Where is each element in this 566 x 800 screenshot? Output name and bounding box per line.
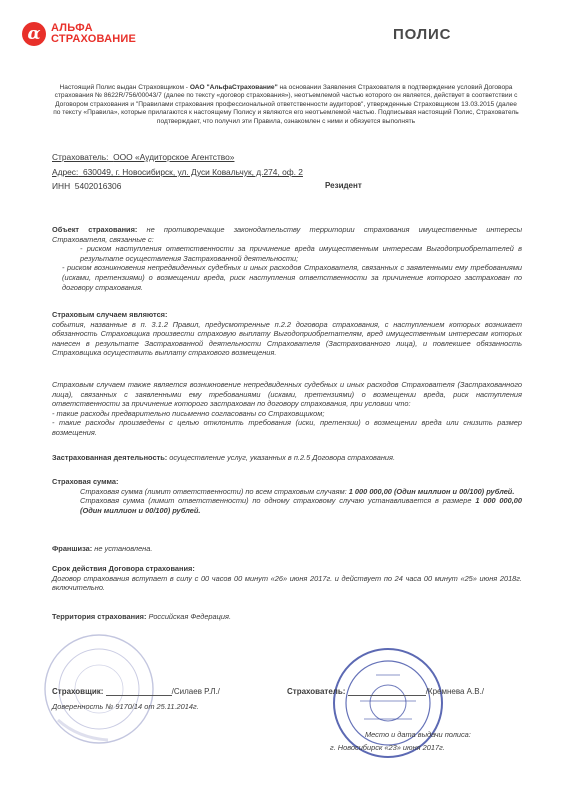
- insured-signature-label: Страхователь:: [287, 687, 346, 696]
- intro-part-2: на основании Заявления Страхователя в подтверждение условий Договора страхования № 8622R/756/00043/7 (далее по тексту «договор страхования»), неотъемлемой частью которого он является, действует в соответствии с Договором страхования и "Правилами страхования профессиональной ответственности аудиторов", утвержденные Страховщиком 13.03.2015 (далее по тексту «Правила», которые прилагаются к настоящему Полису и являются его неотъемлемой частью. Подписывая настоящий Полис, Страхователь подтверждает, что получил эти Правила, ознакомлен с ними и обязуется выполнять: [53, 84, 519, 125]
- insured-signature-line: [348, 686, 426, 696]
- case-text-1: события, названные в п. 3.1.2 Правил, предусмотренные п.2.2 договора страхования, с наступлением которых возникает обязанность Страховщика произвести страховую выплату Выгодоприобретателям, вред имущественным интересам которых нанесен в результате Застрахованной деятельности Страхователя (Застрахованного лица), и повлекшее обязанность Страховщика осуществить выплату страхового возмещения.: [52, 319, 522, 358]
- alpha-logo-icon: α: [22, 22, 46, 46]
- insured-label: Страхователь:: [52, 152, 109, 162]
- activity-label: Застрахованная деятельность:: [52, 453, 168, 462]
- case-condition-1: - такие расходы предварительно письменно согласованы со Страховщиком;: [52, 408, 325, 418]
- insurer-signatory: /Силаев Р.Л./: [171, 687, 220, 696]
- object-text: не противоречащие законодательству территории страхования имущественные интересы Страхователя, связанные с:: [52, 225, 523, 244]
- object-section: [52, 225, 522, 292]
- insured-case-section: [52, 310, 522, 358]
- term-text: Договор страхования вступает в силу с 00 часов 00 минут «26» июня 2017г. и действует по 24 часа 00 минут «25» июня 2018г. включительно.: [52, 573, 522, 593]
- insured-inn: 5402016306: [74, 181, 122, 191]
- insured-signatory: /Кремнева А.В./: [425, 687, 485, 696]
- activity-section: [52, 453, 522, 463]
- territory-label: Территория страхования:: [52, 612, 147, 621]
- insurer-signature-line: [106, 686, 172, 696]
- territory-section: [52, 612, 522, 622]
- insurer-signature-label: Страховщик:: [52, 687, 104, 696]
- sum-section: [52, 477, 522, 515]
- resident-status: Резидент: [325, 181, 362, 190]
- inn-label: ИНН: [52, 181, 71, 191]
- insurer-signature-block: [52, 686, 220, 696]
- franchise-section: [52, 544, 522, 554]
- insured-address: 630049, г. Новосибирск, ул. Дуси Ковальчук, д.274, оф. 2: [82, 167, 303, 177]
- object-item-1: - риском наступления ответственности за причинение вреда имущественным интересам Выгодоприобретателей в результате осуществления Застрахованной деятельности;: [80, 244, 522, 263]
- insured-name-row: [52, 152, 234, 162]
- sum-amount-1: 1 000 000,00 (Один миллион и 00/100) рублей.: [348, 486, 515, 496]
- term-label: Срок действия Договора страхования:: [52, 564, 195, 573]
- sum-label: Страховая сумма:: [52, 477, 119, 486]
- insured-address-row: [52, 167, 303, 177]
- sum-line-2: Страховая сумма (лимит ответственности) по одному страховому случаю устанавливается в размере: [80, 496, 476, 506]
- logo-line-2: СТРАХОВАНИЕ: [51, 33, 137, 45]
- issue-place-value: г. Новосибирск «23» июня 2017г.: [330, 743, 445, 752]
- sum-amount-2: 1 000 000,00 (Один миллион и 00/100) рублей.: [80, 496, 522, 515]
- object-label: Объект страхования:: [52, 225, 138, 234]
- territory-text: Российская Федерация.: [146, 612, 231, 621]
- insured-inn-row: [52, 181, 121, 191]
- intro-part-1: Настоящий Полис выдан Страховщиком -: [59, 84, 190, 91]
- power-of-attorney: Доверенность № 9170/14 от 25.11.2014г.: [52, 702, 199, 711]
- insured-signature-block: [287, 686, 484, 696]
- insurer-company-name: ОАО "АльфаСтрахование": [189, 84, 278, 91]
- address-label: Адрес:: [52, 167, 79, 177]
- activity-text: осуществление услуг, указанных в п.2.5 Договора страхования.: [167, 453, 396, 462]
- case-condition-2: - такие расходы произведены с целью отклонить требования (иски, претензии) о возмещении вреда или снизить размер возмещения.: [52, 418, 522, 437]
- case-text-2: Страховым случаем также является возникновение непредвиденных судебных и иных расходов Страхователя (Застрахованного лица), связанных с заявленными ему требованиями (исками, претензиями) о возмещении вреда, риск наступления ответственности за причинение которого застрахован по договору страхования, при условии что:: [52, 380, 522, 409]
- franchise-text: не установлена.: [92, 544, 153, 553]
- logo-line-1: АЛЬФА: [51, 22, 93, 34]
- page-title: ПОЛИС: [393, 26, 452, 43]
- insured-case-extra-section: [52, 380, 522, 438]
- object-item-2: - риском возникновения непредвиденных судебных и иных расходов Страхователя, связанных с заявленными ему требованиями (исками, претензиями) о возмещении вреда, риск наступления ответственности за причинение которого застрахован по договору страхования.: [62, 263, 522, 292]
- franchise-label: Франшиза:: [52, 544, 93, 553]
- case-label: Страховым случаем являются:: [52, 310, 168, 319]
- company-logo: [22, 22, 136, 46]
- logo-wordmark: [51, 23, 136, 45]
- issue-place-label: Место и дата выдачи полиса:: [365, 730, 471, 739]
- intro-paragraph: [52, 84, 520, 126]
- term-section: [52, 564, 522, 593]
- sum-line-1: Страховая сумма (лимит ответственности) по всем страховым случаям:: [80, 486, 349, 496]
- insured-name: ООО «Аудиторское Агентство»: [113, 152, 235, 162]
